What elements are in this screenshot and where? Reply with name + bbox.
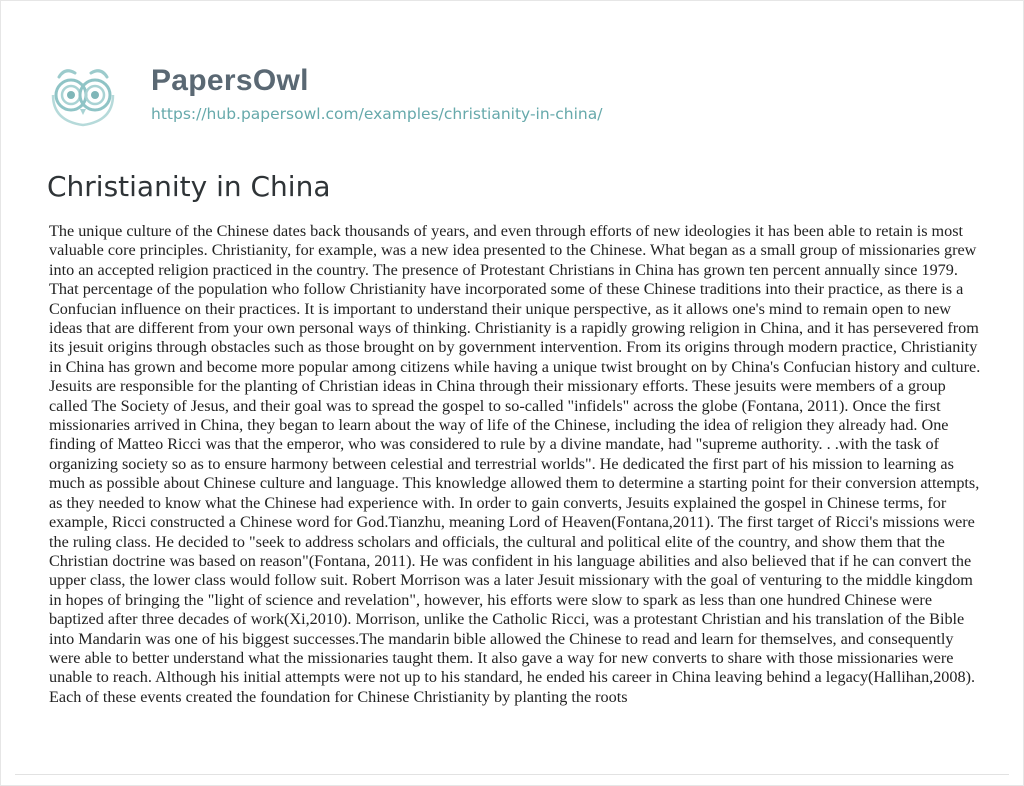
owl-logo-icon bbox=[45, 59, 121, 129]
essay-body: The unique culture of the Chinese dates back thousands of years, and even through efforts of new ideologies it has been able to retain is most valuable core principles. Christianity, for example, was a new idea presented to the Chinese. What began as a small group of missionaries grew into an accepted religion practiced in the country. The presence of Protestant Christians in China has grown ten percent annually since 1979. That percentage of the population who follow Christianity have incorporated some of these Chinese traditions into their practice, as there is a Confucian influence on their practices. It is important to understand their unique perspective, as it allows one's mind to remain open to new ideas that are different from your own personal ways of thinking. Christianity is a rapidly growing religion in China, and it has persevered from its jesuit origins through obstacles such as those brought on by government intervention. From its origins through modern practice, Christianity in China has grown and become more popular among citizens while having a unique twist brought on by China's Confucian history and culture. Jesuits are responsible for the planting of Christian ideas in China through their missionary efforts. These jesuits were members of a group called The Society of Jesus, and their goal was to spread the gospel to so-called "infidels" across the globe (Fontana, 2011). Once the first missionaries arrived in China, they began to learn about the way of life of the Chinese, including the idea of religion they already had. One finding of Matteo Ricci was that the emperor, who was considered to rule by a divine mandate, had "supreme authority. . .with the task of organizing society so as to ensure harmony between celestial and terrestrial worlds". He dedicated the first part of his mission to learning as much as possible about Chinese culture and language. This knowledge allowed them to determine a starting point for their conversion attempts, as they needed to know what the Chinese had experience with. In order to gain converts, Jesuits explained the gospel in Chinese terms, for example, Ricci constructed a Chinese word for God.Tianzhu, meaning Lord of Heaven(Fontana,2011). The first target of Ricci's missions were the ruling class. He decided to "seek to address scholars and officials, the cultural and political elite of the country, and show them that the Christian doctrine was based on reason"(Fontana, 2011). He was confident in his language abilities and also believed that if he can convert the upper class, the lower class would follow suit. Robert Morrison was a later Jesuit missionary with the goal of venturing to the middle kingdom in hopes of bringing the "light of science and revelation", however, his efforts were slow to spark as less than one hundred Chinese were baptized after three decades of work(Xi,2010). Morrison, unlike the Catholic Ricci, was a protestant Christian and his translation of the Bible into Mandarin was one of his biggest successes.The mandarin bible allowed the Chinese to read and learn for themselves, and consequently were able to better understand what the missionaries taught them. It also gave a way for new converts to share with those missionaries were unable to reach. Although his initial attempts were not up to his standard, he ended his career in China leaving behind a legacy(Hallihan,2008). Each of these events created the foundation for Chinese Christianity by planting the roots bbox=[49, 222, 981, 706]
source-url[interactable]: https://hub.papersowl.com/examples/christianity-in-china/ bbox=[151, 105, 603, 123]
site-header bbox=[45, 59, 602, 129]
bottom-divider bbox=[15, 774, 1009, 775]
page-title: Christianity in China bbox=[47, 170, 331, 203]
brand-block bbox=[151, 64, 602, 124]
brand-name[interactable]: PapersOwl bbox=[151, 64, 309, 97]
